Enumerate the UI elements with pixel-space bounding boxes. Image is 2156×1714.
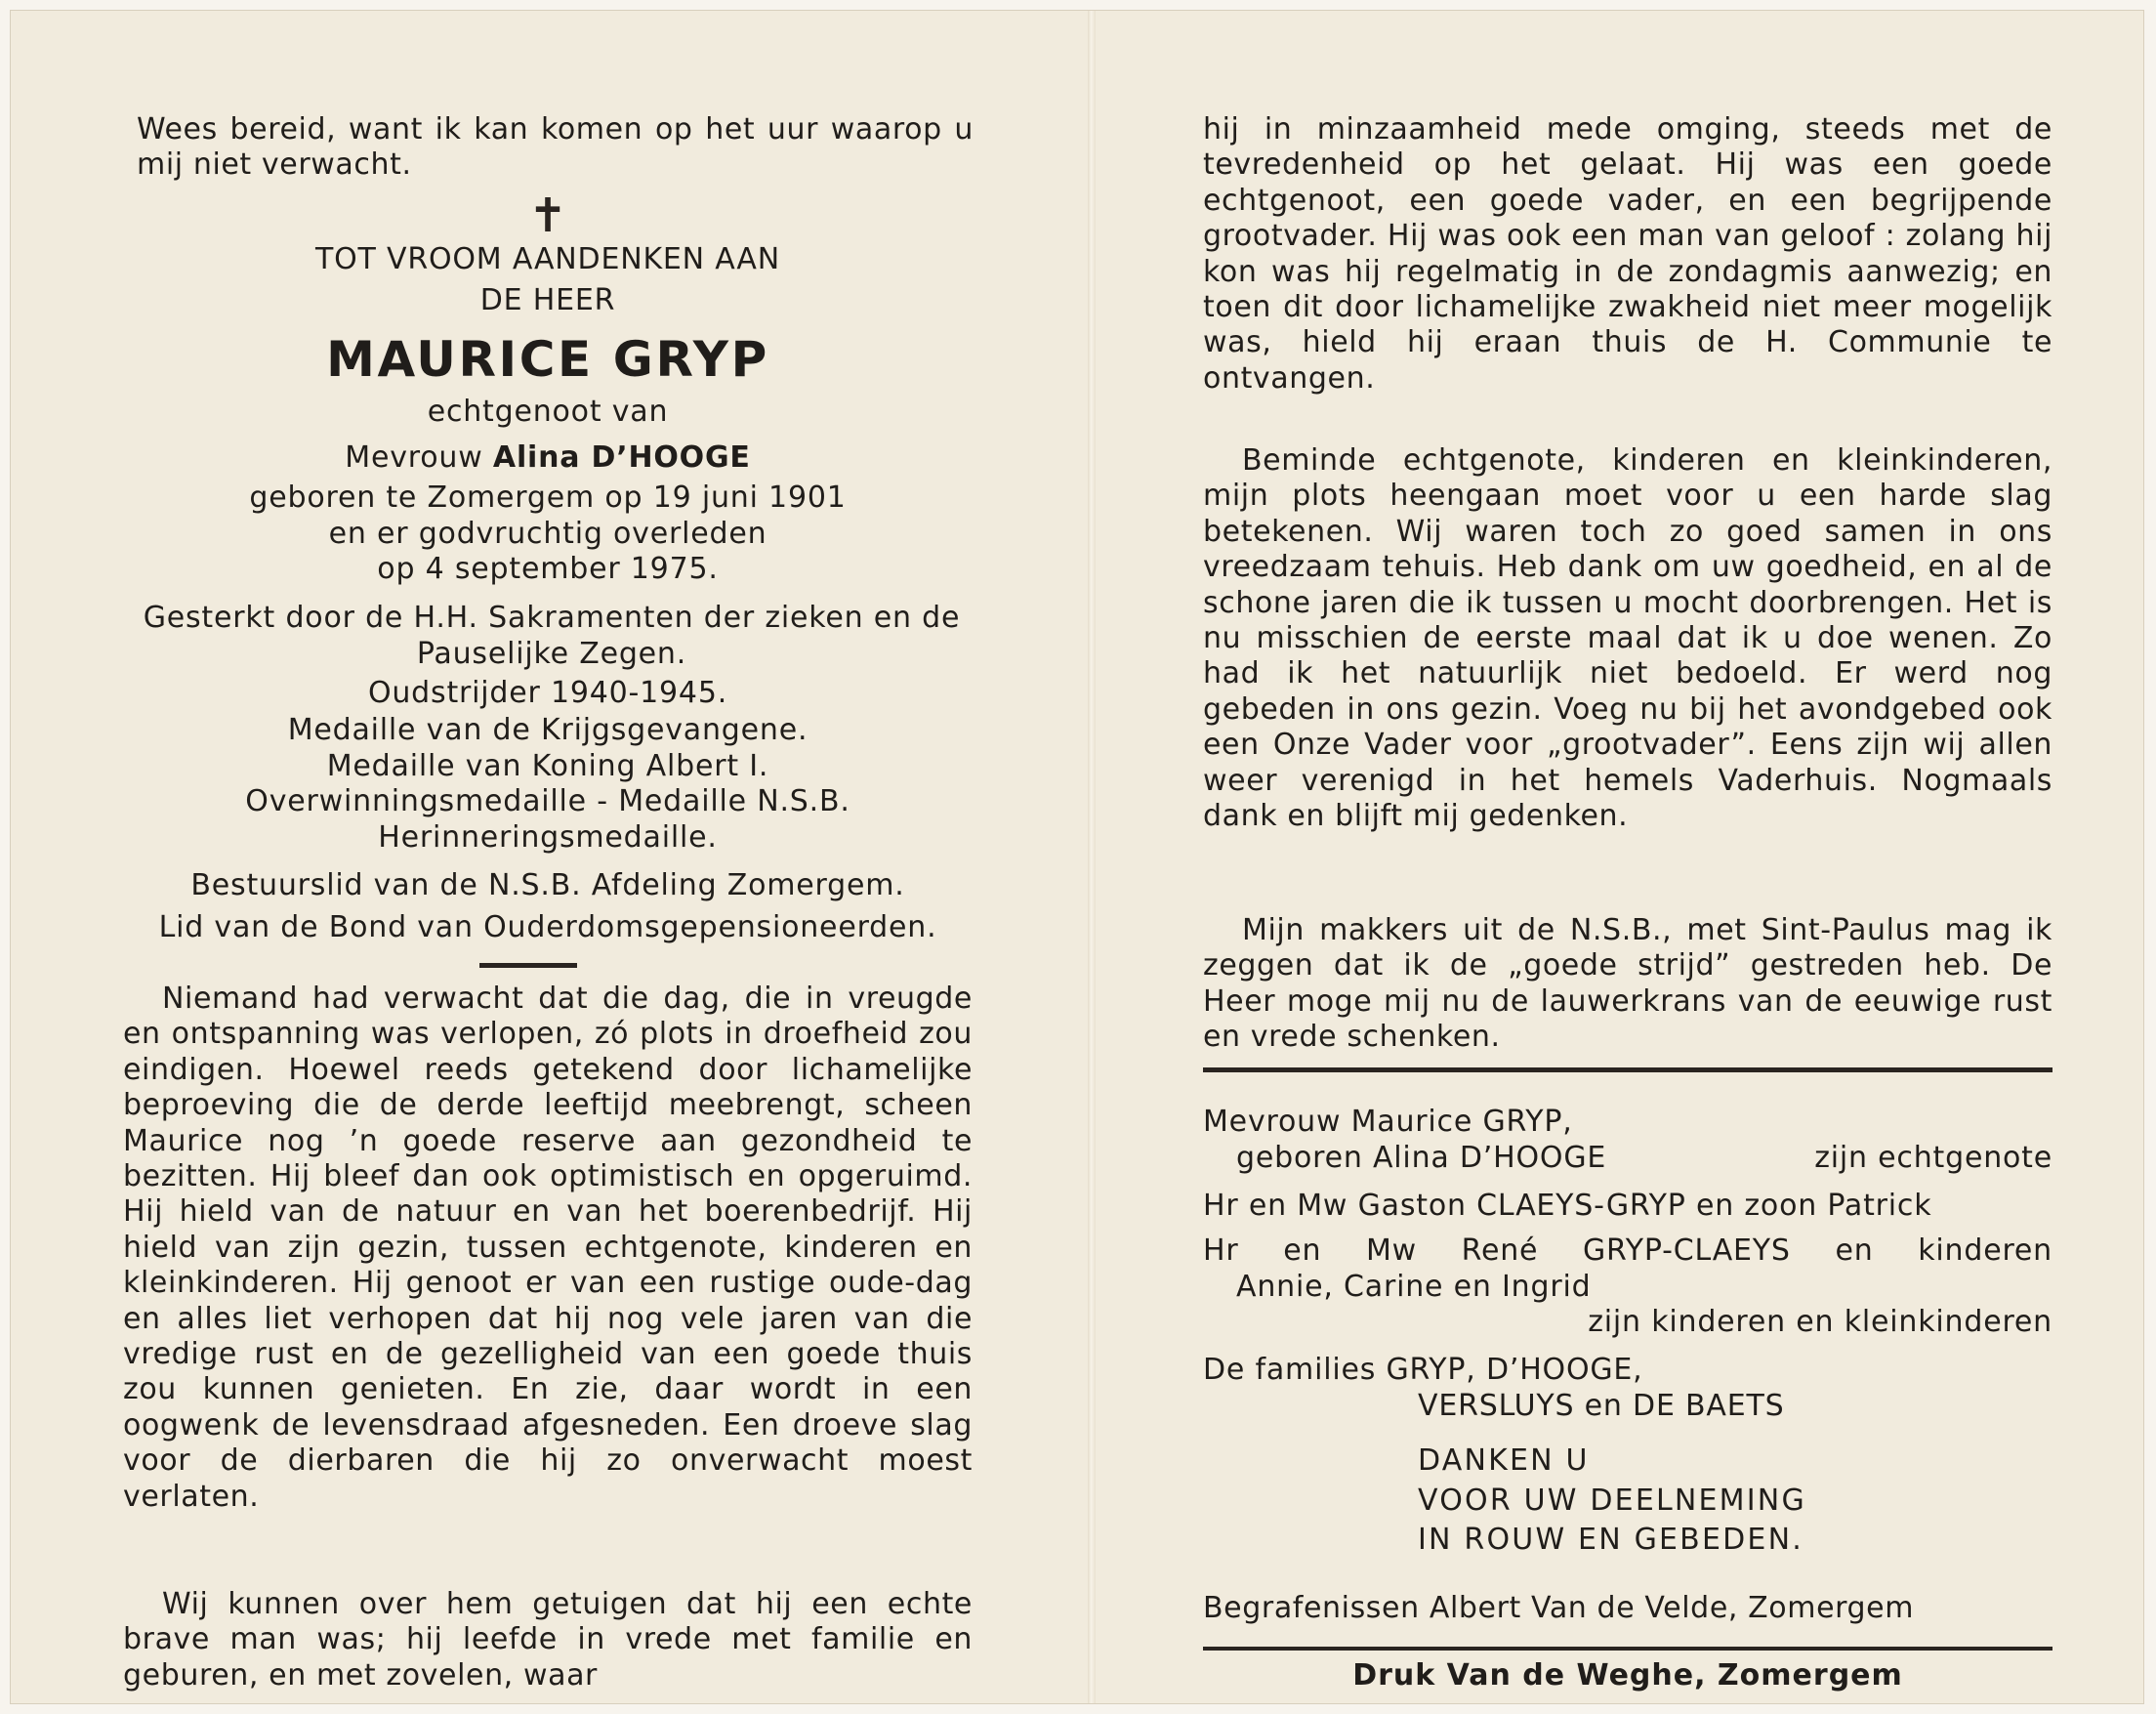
medal-item: Herinneringsmedaille. — [378, 819, 718, 855]
families-block — [1203, 1353, 2052, 1424]
children-block — [1203, 1233, 2052, 1341]
memberships — [123, 868, 973, 945]
section-divider — [1203, 1647, 2052, 1651]
thanks-line: DANKEN U — [1418, 1443, 1590, 1478]
grandchildren-names: Annie, Carine en Ingrid — [1236, 1269, 1592, 1304]
veteran-text: Oudstrijder 1940-1945. — [367, 676, 728, 710]
farewell-paragraph: Beminde echtgenote, kinderen en kleinkinderen, mijn plots heengaan moet voor u een harde slag betekenen. Wij waren toch zo goed samen in ons vreedzaam tehuis. Heb dank om uw goedheid, en al de schone jaren die ik tussen u mocht doorbrengen. Het is nu misschien de eerste maal dat ik u doe wenen. Zo had ik het natuurlijk niet bedoeld. Er werd nog gebeden in ons gezin. Voeg nu bij het avondgebed ook een Onze Vader voor „grootvader”. Eens zijn wij allen weer verenigd in het hemels Vaderhuis. Nogmaals dank en blijft mij gedenken. — [1203, 443, 2052, 834]
eulogy-paragraph: Wij kunnen over hem getuigen dat hij een echte brave man was; hij leefde in vrede met familie en geburen, en met zovelen, waar — [123, 1587, 973, 1693]
families-more: VERSLUYS en DE BAETS — [1418, 1388, 1785, 1423]
medals-list — [123, 713, 973, 856]
widow-line: Mevrouw Maurice GRYP, — [1203, 1105, 1573, 1139]
board-member-line: Bestuurslid van de N.S.B. Afdeling Zomergem. — [190, 868, 905, 902]
comrades-paragraph: Mijn makkers uit de N.S.B., met Sint-Paulus mag ik zeggen dat ik de „goede strijd” gestreden heb. De Heer moge mij nu de lauwerkrans van de eeuwige rust en vrede schenken. — [1203, 913, 2052, 1055]
medal-item: Medaille van de Krijgsgevangene. — [287, 713, 808, 747]
death-date-line: op 4 september 1975. — [377, 552, 719, 586]
birth-death-block — [123, 481, 973, 588]
spouse-name: Alina D’HOOGE — [492, 440, 751, 475]
left-page — [123, 11, 973, 1703]
printer-credit: Druk Van de Weghe, Zomergem — [1352, 1658, 1903, 1693]
union-member-line: Lid van de Bond van Ouderdomsgepensioneerden. — [158, 909, 937, 944]
memorial-card — [10, 10, 2144, 1704]
section-divider — [479, 963, 577, 968]
medal-item: Overwinningsmedaille - Medaille N.S.B. — [245, 784, 850, 818]
memorial-intro: TOT VROOM AANDENKEN AAN — [315, 242, 780, 276]
section-divider — [1203, 1067, 2052, 1072]
birth-line: geboren te Zomergem op 19 juni 1901 — [249, 481, 847, 515]
death-line: en er godvruchtig overleden — [328, 516, 767, 551]
thanks-block — [1418, 1442, 1806, 1561]
families-label: De families GRYP, D’HOOGE, — [1203, 1353, 1643, 1387]
widow-born-row — [1203, 1141, 2052, 1177]
spouse-prefix: Mevrouw — [345, 440, 483, 475]
right-page — [1203, 11, 2052, 1703]
funeral-home: Begrafenissen Albert Van de Velde, Zomergem — [1203, 1591, 1915, 1625]
card-fold — [1088, 11, 1096, 1703]
thanks-line: VOOR UW DEELNEMING — [1418, 1483, 1806, 1518]
sacraments-text: Gesterkt door de H.H. Sakramenten der zieken en de Pauselijke Zegen. — [143, 601, 961, 671]
medal-item: Medaille van Koning Albert I. — [326, 748, 769, 783]
eulogy-paragraph: hij in minzaamheid mede omging, steeds met de tevredenheid op het gelaat. Hij was een goede echtgenoot, een goede vader, en een begrijpende grootvader. Hij was ook een man van geloof : zolang hij kon was hij regelmatig in de zondagmis aanwezig; en toen dit door lichamelijke zwakheid niet meer mogelijk was, hield hij eraan thuis de H. Communie te ontvangen. — [1203, 112, 2052, 396]
family-line: Hr en Mw René GRYP-CLAEYS en kinderen — [1203, 1233, 2052, 1268]
widow-born: geboren Alina D’HOOGE — [1236, 1140, 1607, 1175]
family-line: Hr en Mw Gaston CLAEYS-GRYP en zoon Patrick — [1203, 1189, 1932, 1223]
spouse-line — [123, 440, 973, 477]
widow-role: zijn echtgenote — [1814, 1140, 2052, 1175]
spouse-label: echtgenoot van — [427, 395, 669, 429]
widow-block — [1203, 1105, 2052, 1176]
children-role: zijn kinderen en kleinkinderen — [1588, 1305, 2052, 1339]
cross-icon: ✝ — [527, 188, 568, 243]
bible-motto: Wees bereid, want ik kan komen op het uur waarop u mij niet verwacht. — [137, 112, 974, 183]
honorific: DE HEER — [479, 283, 616, 317]
eulogy-paragraph: Niemand had verwacht dat die dag, die in vreugde en ontspanning was verlopen, zó plots in droefheid zou eindigen. Hoewel reeds getekend door lichamelijke beproeving die de derde leeftijd meebrengt, scheen Maurice nog ’n goede reserve aan gezondheid te bezitten. Hij bleef dan ook optimistisch en opgeruimd. Hij hield van de natuur en van het boerenbedrijf. Hij hield van zijn gezin, tussen echtgenote, kinderen en kleinkinderen. Hij genoot er van een rustige oude-dag en alles liet verhopen dat hij nog vele jaren van die vredige rust en de gezelligheid van een goede thuis zou kunnen genieten. En zie, daar wordt in een oogwenk de levensdraad afgesneden. Een droeve slag voor de dierbaren die hij zo onverwacht moest verlaten. — [123, 982, 973, 1514]
thanks-line: IN ROUW EN GEBEDEN. — [1418, 1523, 1804, 1557]
deceased-name: MAURICE GRYP — [326, 331, 769, 388]
